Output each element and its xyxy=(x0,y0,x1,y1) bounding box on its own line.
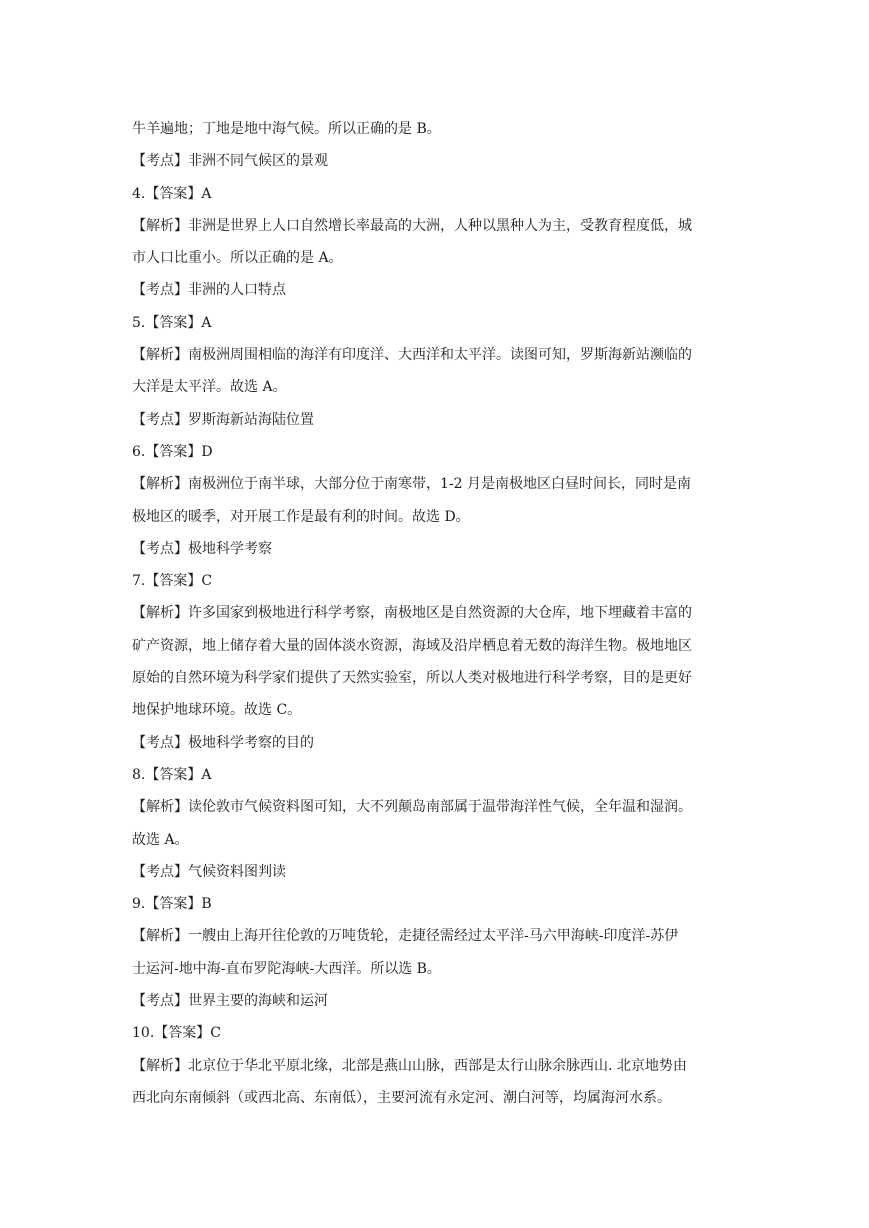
text-line: 市人口比重小。所以正确的是 A。 xyxy=(132,250,343,267)
text-line: 【考点】世界主要的海峡和运河 xyxy=(132,993,328,1010)
text-line: 7.【答案】C xyxy=(132,573,213,590)
text-line: 【解析】南极洲周围相临的海洋有印度洋、大西洋和太平洋。读图可知，罗斯海新站濒临的 xyxy=(132,347,692,364)
text-line: 10.【答案】C xyxy=(132,1025,221,1042)
text-line: 原始的自然环境为科学家们提供了天然实验室，所以人类对极地进行科学考察，目的是更好 xyxy=(132,670,692,687)
text-line: 士运河-地中海-直布罗陀海峡-大西洋。所以选 B。 xyxy=(132,960,441,977)
text-line: 故选 A。 xyxy=(132,831,189,848)
text-line: 【解析】非洲是世界上人口自然增长率最高的大洲，人种以黑种人为主，受教育程度低，城 xyxy=(132,217,692,234)
text-line: 大洋是太平洋。故选 A。 xyxy=(132,379,287,396)
answer-text-body xyxy=(132,113,742,1114)
text-line: 【考点】非洲的人口特点 xyxy=(132,282,286,299)
text-line: 【解析】一艘由上海开往伦敦的万吨货轮，走捷径需经过太平洋-马六甲海峡-印度洋-苏伊 xyxy=(132,928,679,945)
text-line: 9.【答案】B xyxy=(132,896,212,913)
text-line: 【考点】气候资料图判读 xyxy=(132,863,286,880)
text-line: 【考点】极地科学考察的目的 xyxy=(132,734,314,751)
text-line: 矿产资源，地上储存着大量的固体淡水资源，海域及沿岸栖息着无数的海洋生物。极地地区 xyxy=(132,637,692,654)
text-line: 地保护地球环境。故选 C。 xyxy=(132,702,302,719)
text-line: 6.【答案】D xyxy=(132,443,213,460)
text-line: 【考点】罗斯海新站海陆位置 xyxy=(132,411,314,428)
text-line: 8.【答案】A xyxy=(132,766,212,783)
text-line: 【考点】非洲不同气候区的景观 xyxy=(132,153,328,170)
text-line: 【考点】极地科学考察 xyxy=(132,540,272,557)
text-line: 【解析】读伦敦市气候资料图可知，大不列颠岛南部属于温带海洋性气候，全年温和湿润。 xyxy=(132,799,692,816)
text-line: 【解析】南极洲位于南半球，大部分位于南寒带，1-2 月是南极地区白昼时间长，同时是南 xyxy=(132,476,691,493)
text-line: 牛羊遍地；丁地是地中海气候。所以正确的是 B。 xyxy=(132,121,441,137)
text-line: 西北向东南倾斜（或西北高、东南低），主要河流有永定河、潮白河等，均属海河水系。 xyxy=(132,1089,671,1106)
text-line: 5.【答案】A xyxy=(132,314,212,331)
text-line: 极地区的暖季，对开展工作是最有利的时间。故选 D。 xyxy=(132,508,470,525)
text-line: 4.【答案】A xyxy=(132,185,212,202)
text-line: 【解析】北京位于华北平原北缘，北部是燕山山脉，西部是太行山脉余脉西山. 北京地势由 xyxy=(132,1057,687,1074)
text-line: 【解析】许多国家到极地进行科学考察，南极地区是自然资源的大仓库，地下埋藏着丰富的 xyxy=(132,605,692,622)
